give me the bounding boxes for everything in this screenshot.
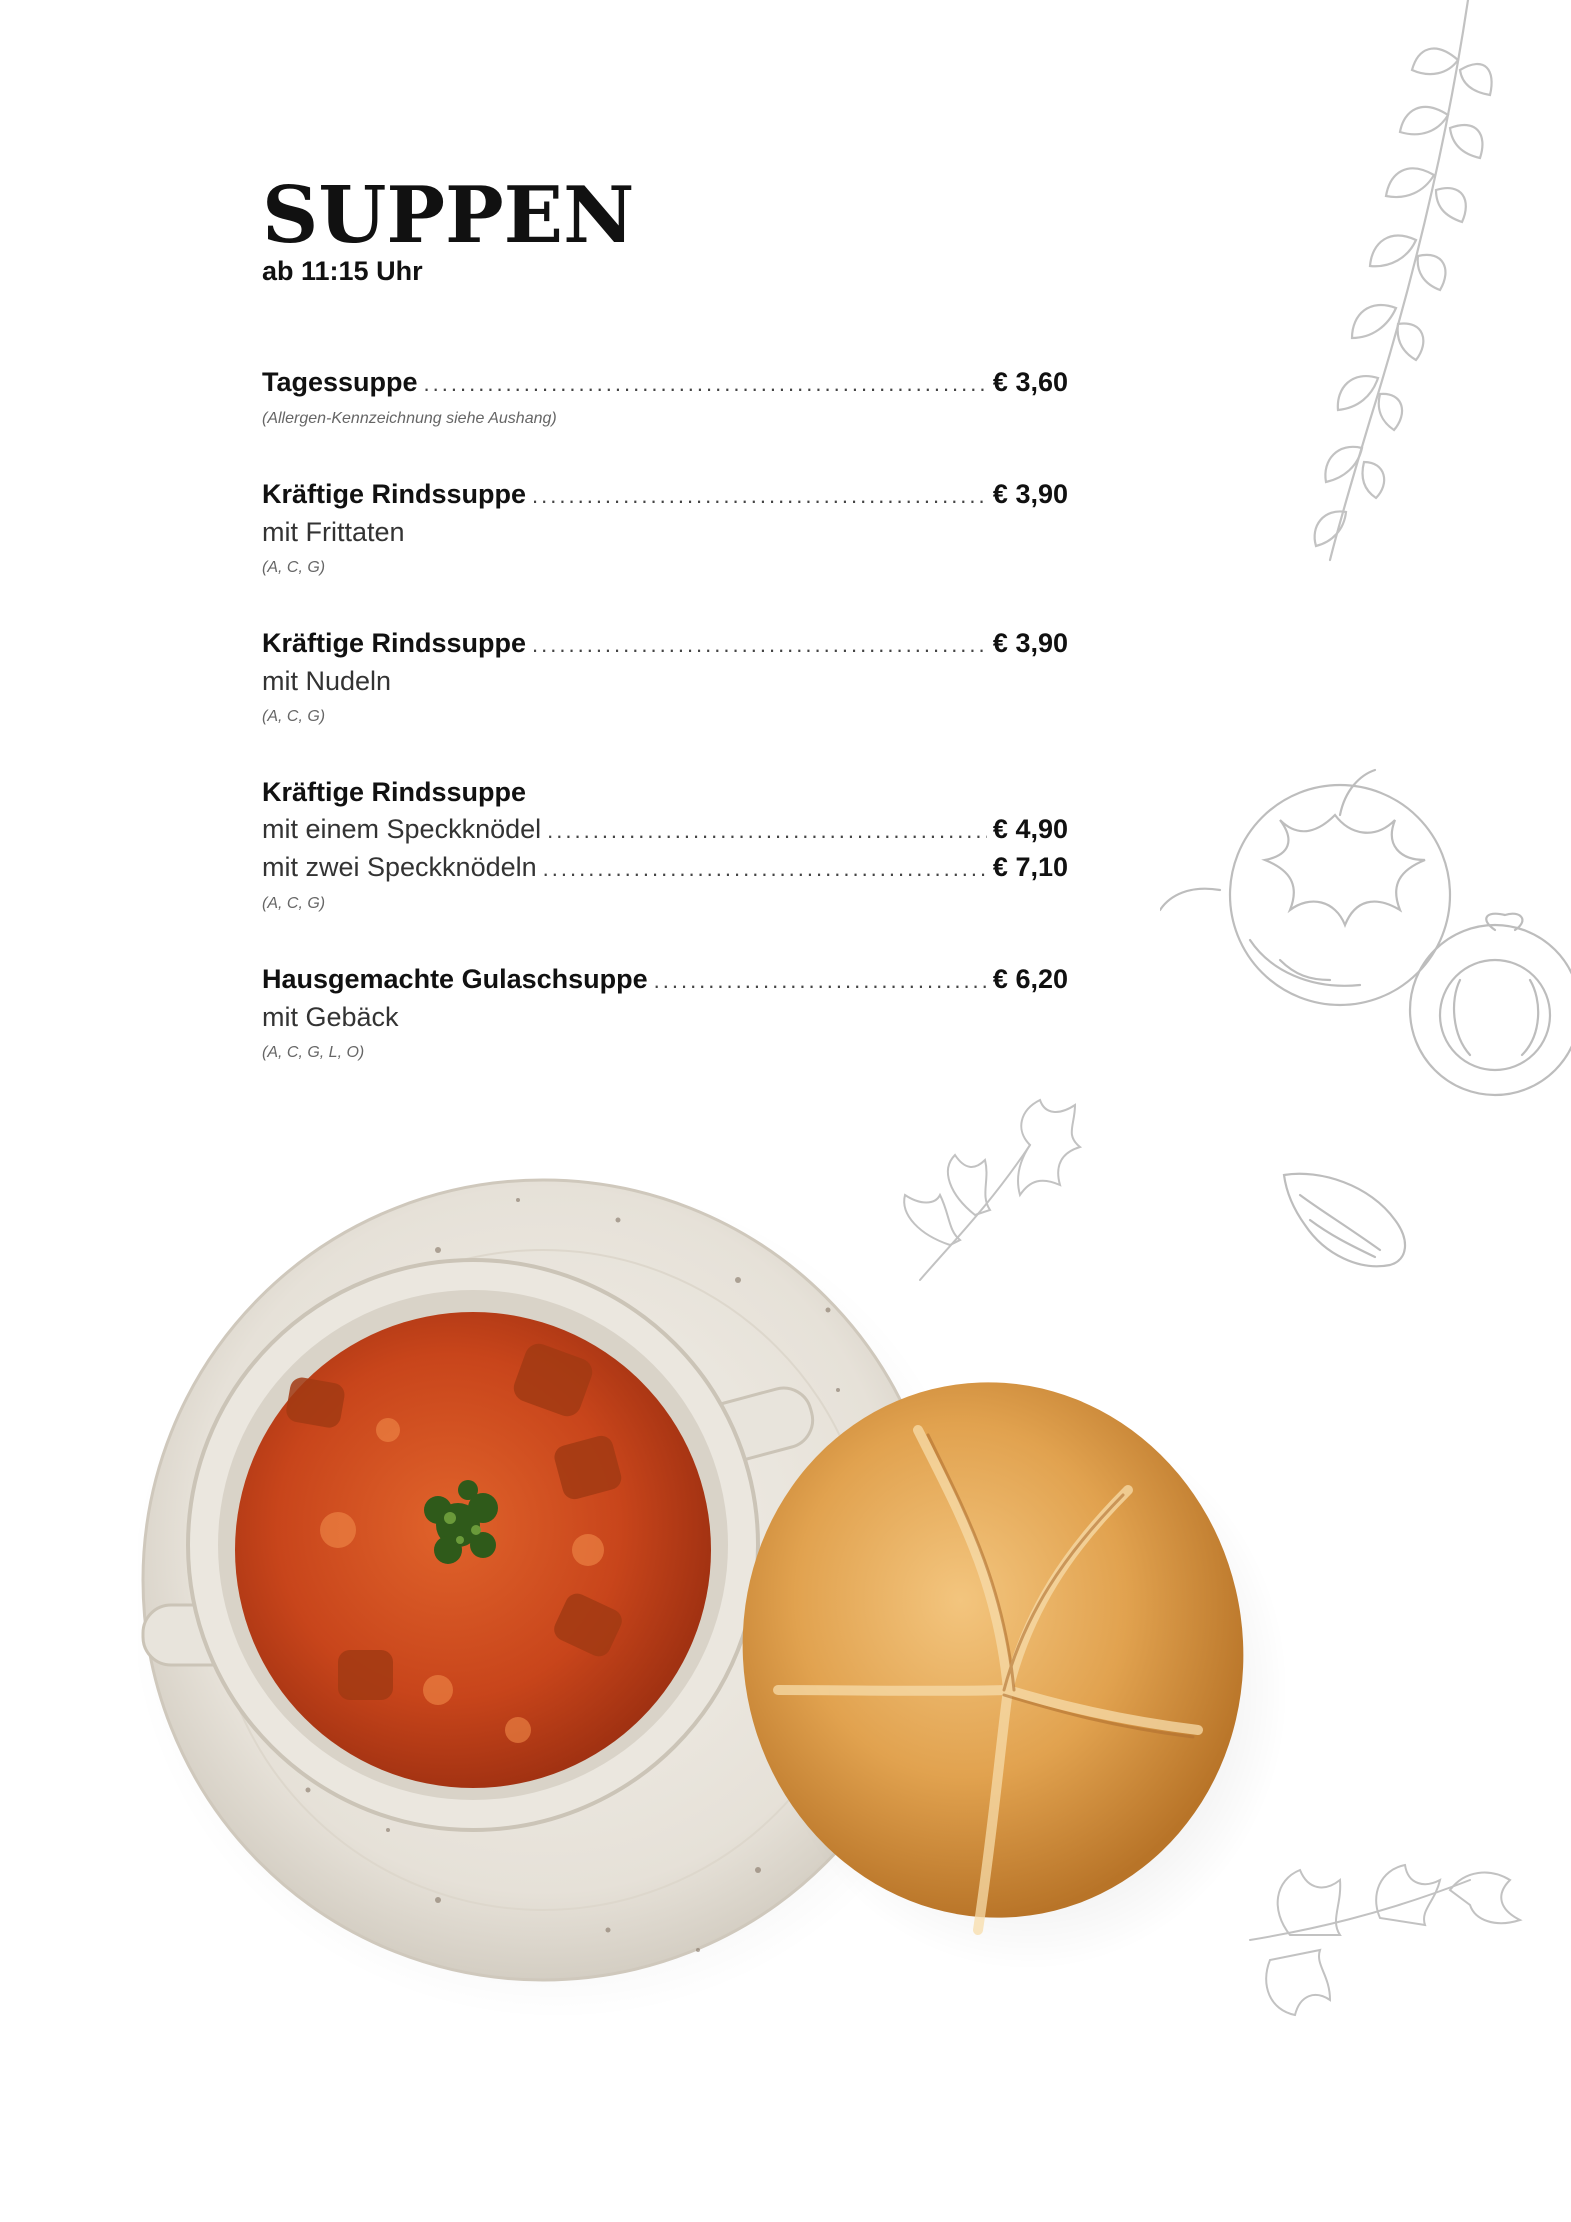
service-time: ab 11:15 Uhr	[262, 256, 423, 286]
dot-leader	[654, 962, 987, 999]
dot-leader	[424, 365, 987, 402]
menu-option-row	[262, 811, 1068, 849]
menu-item-rindssuppe-nudeln	[262, 625, 1068, 728]
option-label: mit zwei Speckknödeln	[262, 852, 537, 882]
option-label: mit einem Speckknödel	[262, 814, 542, 844]
menu-row	[262, 625, 1068, 663]
allergen-note: (Allergen-Kennzeichnung siehe Aushang)	[262, 410, 557, 427]
dish-description: mit Nudeln	[262, 666, 392, 696]
dot-leader	[532, 626, 987, 663]
allergen-note: (A, C, G)	[262, 895, 326, 912]
page-title: SUPPEN	[262, 170, 635, 261]
allergen-note: (A, C, G)	[262, 559, 326, 576]
dish-name: Hausgemachte Gulaschsuppe	[262, 964, 648, 994]
tomato-illustration	[1160, 760, 1571, 1160]
dish-name: Kräftige Rindssuppe	[262, 628, 527, 658]
dish-price: € 3,60	[992, 367, 1068, 397]
menu-row	[262, 364, 1068, 402]
menu-row	[262, 774, 1068, 811]
option-price: € 7,10	[992, 852, 1068, 882]
dot-leader	[532, 477, 987, 514]
menu-item-rindssuppe-speckknoedel	[262, 774, 1068, 915]
dish-price: € 3,90	[992, 479, 1068, 509]
menu-item-rindssuppe-frittaten	[262, 476, 1068, 579]
dish-name: Tagessuppe	[262, 367, 418, 397]
menu-option-row	[262, 849, 1068, 887]
dish-name: Kräftige Rindssuppe	[262, 479, 527, 509]
rosemary-illustration	[1300, 0, 1500, 600]
dish-description: mit Gebäck	[262, 1002, 399, 1032]
dish-name: Kräftige Rindssuppe	[262, 777, 527, 807]
dish-price: € 6,20	[992, 964, 1068, 994]
dot-leader	[543, 850, 987, 887]
menu-row	[262, 476, 1068, 514]
dot-leader	[547, 812, 987, 849]
goulash-soup-photo	[138, 1130, 1388, 2030]
soup-menu	[262, 364, 1068, 1064]
dish-description: mit Frittaten	[262, 517, 405, 547]
menu-item-tagessuppe	[262, 364, 1068, 430]
option-price: € 4,90	[992, 814, 1068, 844]
allergen-note: (A, C, G, L, O)	[262, 1044, 365, 1061]
menu-item-gulaschsuppe	[262, 961, 1068, 1064]
allergen-note: (A, C, G)	[262, 708, 326, 725]
dish-price: € 3,90	[992, 628, 1068, 658]
menu-row	[262, 961, 1068, 999]
